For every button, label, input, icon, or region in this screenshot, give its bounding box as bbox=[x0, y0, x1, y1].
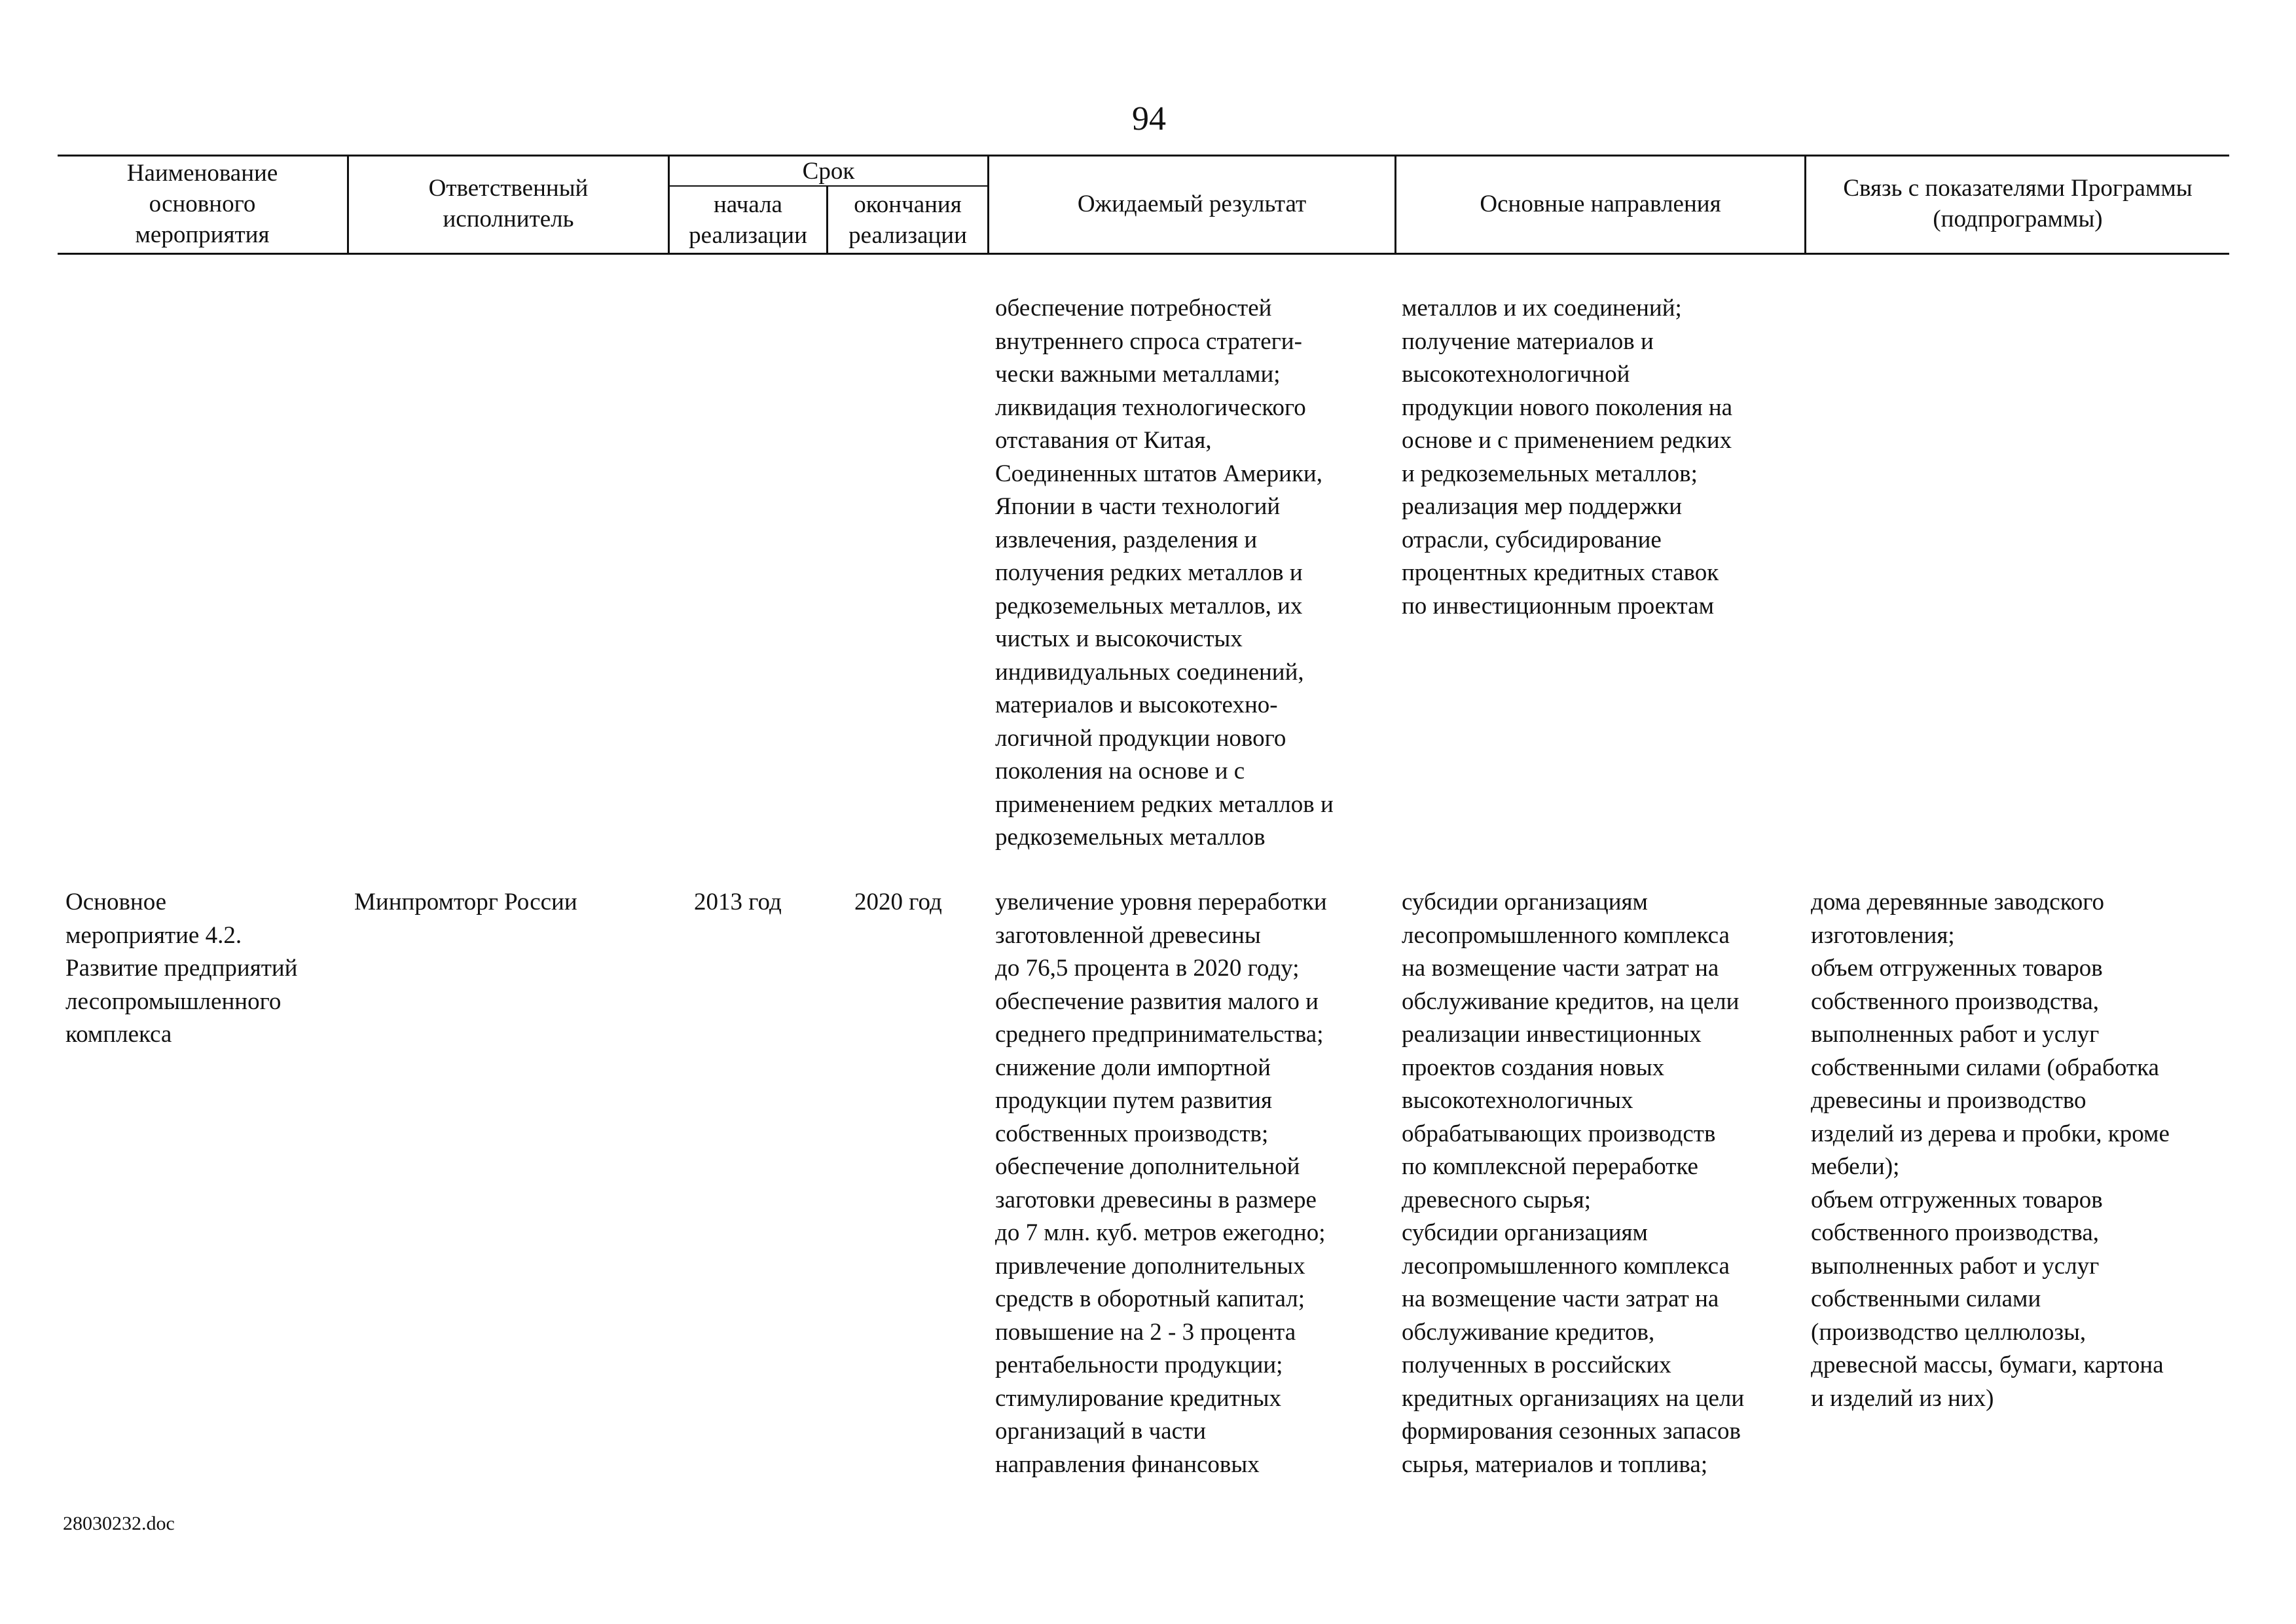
header-result: Ожидаемый результат bbox=[1077, 190, 1307, 217]
header-link: Связь с показателями Программы (подпрограммы) bbox=[1843, 175, 2193, 232]
header-directions: Основные направления bbox=[1480, 190, 1721, 217]
page-number: 94 bbox=[1132, 100, 1166, 138]
header-term: Срок bbox=[802, 157, 855, 185]
row1-result: обеспечение потребностей внутреннего спроса стратеги- чески важными металлами; ликвидация технологического отставания от Китая, Соединенных штатов Америки, Японии в части технологий извлечения, разделения и получения редких металлов и редкоземельных металлов, их чистых и высокочистых индивидуальных соединений, материалов и высокотехно- логичной продукции нового поколения на основе и с применением редких металлов и редкоземельных металлов bbox=[995, 295, 1334, 851]
row2-name: Основное мероприятие 4.2. Развитие предприятий лесопромышленного комплекса bbox=[65, 889, 298, 1048]
row2-directions: субсидии организациям лесопромышленного комплекса на возмещение части затрат на обслуживание кредитов, на цели реализации инвестиционных проектов создания новых высокотехнологичных обрабатывающих производств по комплексной переработке древесного сырья; субсидии организациям лесопромышленного комплекса на возмещение части затрат на обслуживание кредитов, полученных в российских кредитных организациях на цели формирования сезонных запасов сырья, материалов и топлива; bbox=[1402, 889, 1745, 1478]
row1-directions: металлов и их соединений; получение материалов и высокотехнологичной продукции нового поколения на основе и с применением редких и редкоземельных металлов; реализация мер поддержки отрасли, субсидирование процентных кредитных ставок по инвестиционным проектам bbox=[1402, 295, 1733, 619]
row2-executor: Минпромторг России bbox=[354, 889, 577, 915]
row2-end: 2020 год bbox=[854, 889, 942, 915]
header-bottom-rule bbox=[58, 253, 2229, 255]
document-filename: 28030232.doc bbox=[63, 1513, 175, 1534]
header-start: начала реализации bbox=[689, 191, 807, 249]
row2-start: 2013 год bbox=[694, 889, 782, 915]
row2-link: дома деревянные заводского изготовления; объем отгруженных товаров собственного производства, выполненных работ и услуг собственными силами (обработка древесины и производство изделий из дерева и пробки, кроме мебели); объем отгруженных товаров собственного производства, выполненных работ и услуг собственными силами (производство целлюлозы, древесной массы, бумаги, картона и изделий из них) bbox=[1811, 889, 2170, 1412]
row2-result: увеличение уровня переработки заготовленной древесины до 76,5 процента в 2020 году; обеспечение развития малого и среднего предпринимательства; снижение доли импортной продукции путем развития собственных производств; обеспечение дополнительной заготовки древесины в размере до 7 млн. куб. метров ежегодно; привлечение дополнительных средств в оборотный капитал; повышение на 2 - 3 процента рентабельности продукции; стимулирование кредитных организаций в части направления финансовых bbox=[995, 889, 1327, 1478]
header-end: окончания реализации bbox=[848, 191, 967, 249]
header-name: Наименование основного мероприятия bbox=[126, 159, 278, 248]
header-executor: Ответственный исполнитель bbox=[428, 175, 589, 232]
